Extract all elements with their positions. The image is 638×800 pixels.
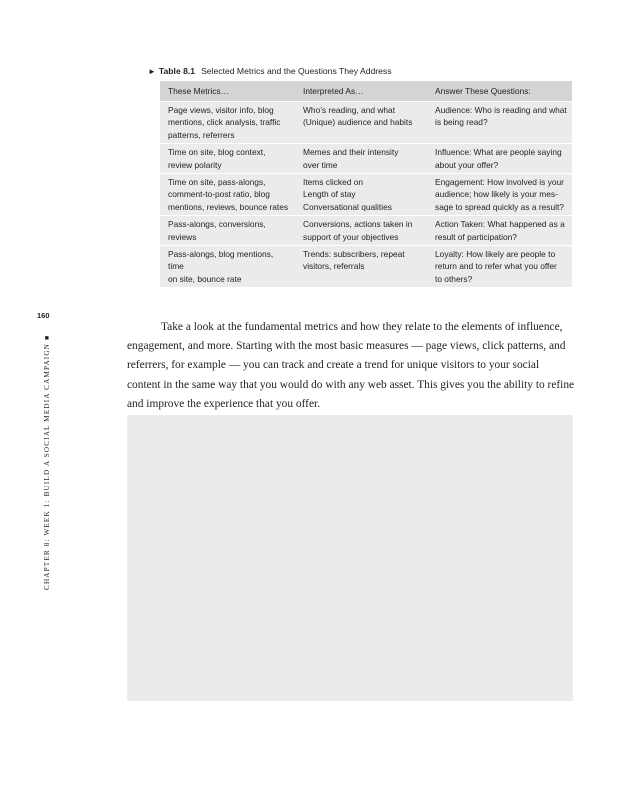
table-cell [427,174,572,216]
table-cell-line: support of your objectives [303,231,399,242]
table-cell-line: review polarity [168,159,222,170]
table-cell-line: result of participation? [435,231,517,242]
table-cell [427,144,572,174]
table-cell-line: sage to spread quickly as a result? [435,201,564,212]
table-number: Table 8.1 [158,66,196,76]
table-cell [427,216,572,246]
table-cell-line: Page views, visitor info, blog [168,105,274,115]
table-cell-line: about your offer? [435,159,499,170]
table-row [160,174,572,216]
table-cell-line: Time on site, blog context, [168,147,266,158]
table-row [160,246,572,288]
table-header-cell: Interpreted As… [295,81,427,102]
table-cell-line: Loyalty: How likely are people to [435,249,556,260]
table-caption [148,66,392,76]
table-cell [160,144,295,174]
table-cell-line: Items clicked on [303,177,364,188]
running-head-text: CHAPTER 8: WEEK 1: BUILD A SOCIAL MEDIA CAMPAIGN [43,342,51,590]
table-cell-line: Time on site, pass-alongs, [168,177,266,188]
table-header-cell: These Metrics… [160,81,295,102]
figure-placeholder [127,415,573,701]
running-head [43,335,51,590]
table-cell [160,246,295,288]
table-cell-line: on site, bounce rate [168,273,242,284]
table-cell [295,102,427,144]
table-cell-line: visitors, referrals [303,261,365,272]
table-cell [427,246,572,288]
table-cell-line: Conversions, actions taken in [303,219,413,230]
table-row [160,102,572,144]
table-cell-line: Audience: Who is reading and what [435,105,567,115]
caption-arrow-icon: ► [148,67,156,76]
table-cell [160,174,295,216]
table-cell-line: patterns, referrers [168,129,235,140]
table-cell-line: to others? [435,273,473,284]
table-cell-line: mentions, click analysis, traffic [168,117,281,128]
table-row [160,144,572,174]
table-cell-line: is being read? [435,117,488,128]
table-cell-line: Trends: subscribers, repeat [303,249,405,260]
table-cell-line: Engagement: How involved is your [435,177,564,188]
metrics-table [160,81,572,287]
table-cell-line: mentions, reviews, bounce rates [168,201,289,212]
table-cell [295,144,427,174]
page-number: 160 [37,311,50,320]
table-row [160,216,572,246]
table-cell-line: comment-to-post ratio, blog [168,189,270,200]
table-cell-line: return and to refer what you offer [435,261,557,272]
running-head-square-icon: ■ [43,334,51,340]
table-cell-line: Conversational qualities [303,201,392,212]
table-header-cell: Answer These Questions: [427,81,572,102]
table-cell-line: (Unique) audience and habits [303,117,413,128]
table-cell-line: reviews [168,231,197,242]
body-paragraph: Take a look at the fundamental metrics and how they relate to the elements of influence, engagement, and more. Starting with the most basic measures — page views, click patterns, and referrers, for example — you can track and create a trend for unique visitors to your social content in the same way that you would do with any web asset. This gives you the ability to refine and improve the experience that you offer. [127,321,575,410]
table-cell-line: Pass-alongs, blog mentions, time [168,249,274,272]
table-cell [160,216,295,246]
table-cell-line: Pass-alongs, conversions, [168,219,266,230]
table-cell-line: Length of stay [303,189,356,200]
table-cell-line: over time [303,159,338,170]
table-body [160,102,572,288]
metrics-table-container [160,81,572,287]
table-cell-line: Who’s reading, and what [303,105,396,115]
table-cell-line: audience; how likely is your mes- [435,189,558,200]
table-cell [295,174,427,216]
table-cell [160,102,295,144]
table-cell-line: Memes and their intensity [303,147,399,158]
table-cell-line: Action Taken: What happened as a [435,219,565,230]
table-title: Selected Metrics and the Questions They Address [201,66,392,76]
table-cell [427,102,572,144]
table-header-row [160,81,572,102]
table-cell [295,216,427,246]
table-cell-line: Influence: What are people saying [435,147,562,158]
table-cell [295,246,427,288]
